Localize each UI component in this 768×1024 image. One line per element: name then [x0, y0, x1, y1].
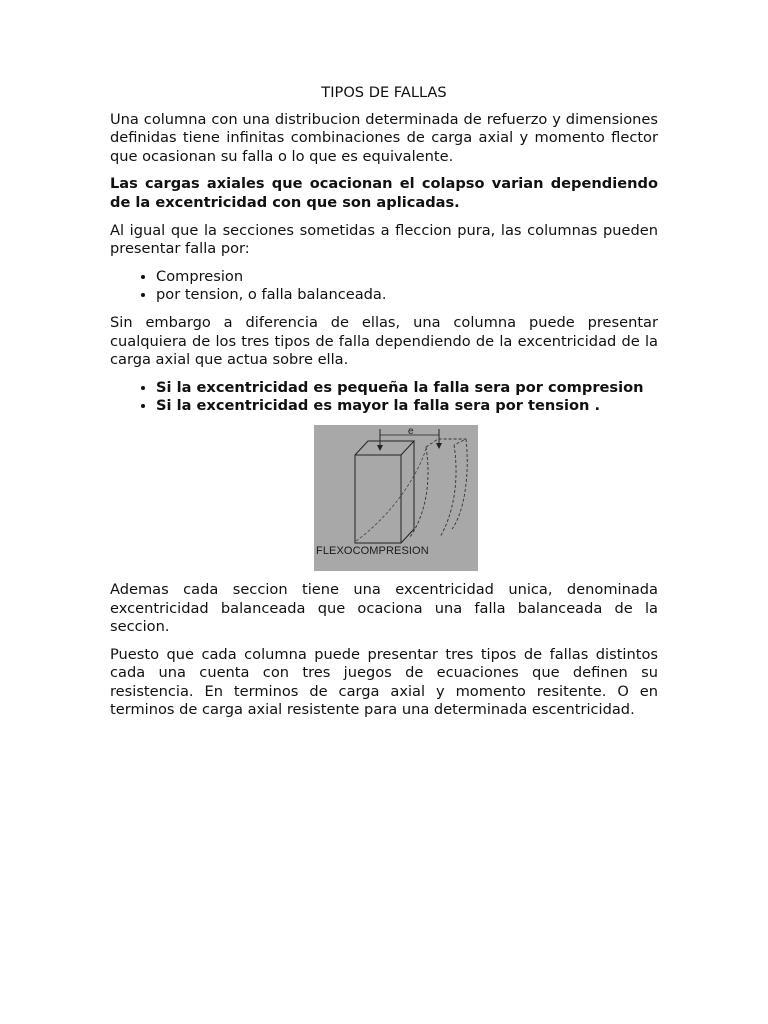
list-item: • Si la excentricidad es pequeña la falla sera por compresion: [156, 379, 658, 398]
list-item: • por tension, o falla balanceada.: [156, 286, 658, 305]
figure-caption: FLEXOCOMPRESION: [316, 545, 429, 558]
document-title: TIPOS DE FALLAS: [321, 84, 447, 101]
paragraph-difference: Sin embargo a diferencia de ellas, una columna puede presentar cualquiera de los tres tipos de falla dependiendo de la excentricidad de la carga axial que actua sobre ella.: [110, 313, 658, 369]
document-page: [110, 84, 658, 729]
failure-list: [110, 268, 658, 305]
paragraph-intro: Una columna con una distribucion determinada de refuerzo y dimensiones definidas tiene infinitas combinaciones de carga axial y momento flector que ocasionan su falla o lo que es equivalente.: [110, 110, 658, 165]
eccentricity-label: e: [408, 425, 414, 437]
flexocompresion-figure: [314, 425, 478, 571]
list-item: • Compresion: [156, 268, 658, 287]
list-item: • Si la excentricidad es mayor la falla sera por tension .: [156, 397, 658, 416]
paragraph-axial-loads: Las cargas axiales que ocacionan el colapso varian dependiendo de la excentricidad con que son aplicadas.: [110, 175, 658, 211]
eccentricity-list: [110, 379, 658, 416]
paragraph-failure-types: Al igual que la secciones sometidas a fleccion pura, las columnas pueden presentar falla por:: [110, 221, 658, 258]
paragraph-equations: Puesto que cada columna puede presentar tres tipos de fallas distintos cada una cuenta con tres juegos de ecuaciones que definen su resistencia. En terminos de carga axial y momento resitente. O en terminos de carga axial resistente para una determinada escentricidad.: [110, 645, 658, 719]
paragraph-balanced: Ademas cada seccion tiene una excentricidad unica, denominada excentricidad balanceada que ocaciona una falla balanceada de la seccion.: [110, 580, 658, 636]
